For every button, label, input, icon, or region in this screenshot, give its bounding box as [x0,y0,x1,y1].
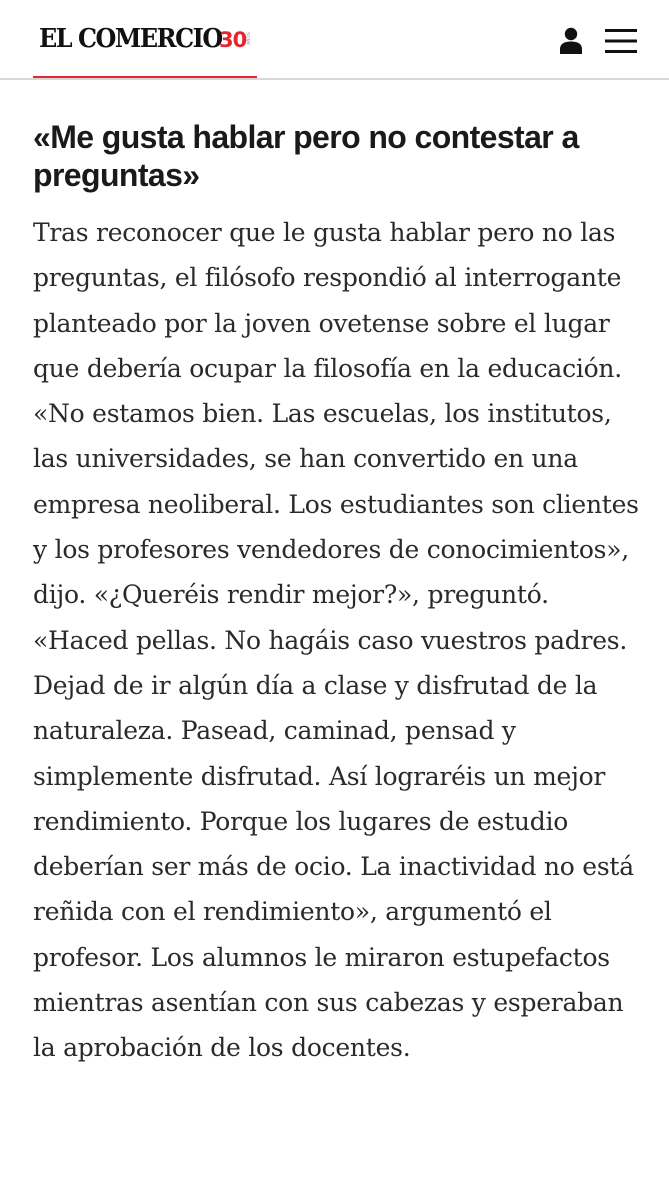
logo-anniversary-number: 30 [219,28,247,52]
menu-icon[interactable] [605,27,637,55]
site-logo[interactable] [33,14,257,80]
logo-text: EL COMERCIO [39,24,222,54]
site-header [0,0,669,80]
article-heading: «Me gusta hablar pero no contestar a preguntas» [33,119,579,193]
article-body-paragraph: Tras reconocer que le gusta hablar pero no las preguntas, el filósofo respondió al interrogante planteado por la joven ovetense sobre el lugar que debería ocupar la filosofía en la educación. «No estamos bien. Las escuelas, los institutos, las universidades, se han convertido en una empresa neoliberal. Los estudiantes son clientes y los profesores vendedores de conocimientos», dijo. «¿Queréis rendir mejor?», preguntó. «Haced pellas. No hagáis caso vuestros padres. Dejad de ir algún día a clase y disfrutad de la naturaleza. Pasead, caminad, pensad y simplemente disfrutad. Así lograréis un mejor rendimiento. Porque los lugares de estudio deberían ser más de ocio. La inactividad no está reñida con el rendimiento», argumentó el profesor. Los alumnos le miraron estupefactos mientras asentían con sus cabezas y esperaban la aprobación de los docentes. [33,218,639,1063]
logo-anniversary-label: AÑOS [246,32,251,45]
article [33,118,653,1071]
header-divider [0,78,669,80]
user-icon[interactable] [559,27,583,55]
